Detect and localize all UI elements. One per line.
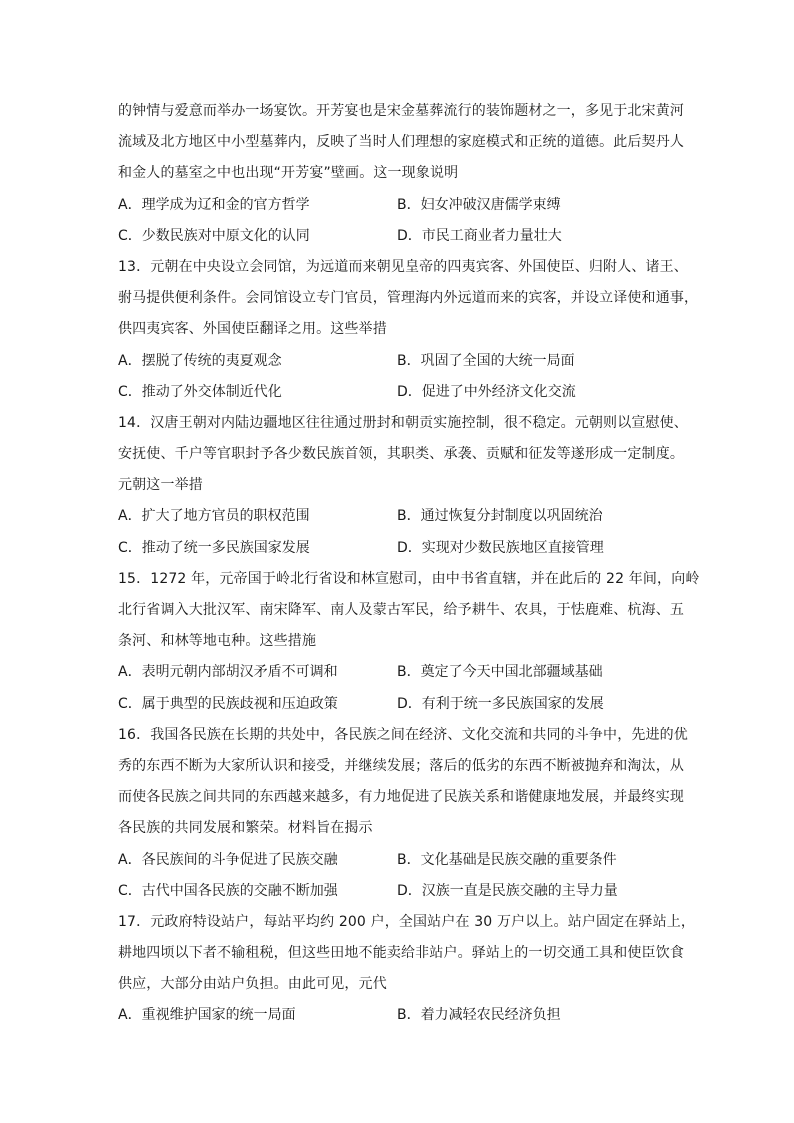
option-b[interactable]: B．奠定了今天中国北部疆域基础 xyxy=(397,664,603,681)
question-15 xyxy=(118,564,700,720)
question-text: 耕地四顷以下者不输租税，但这些田地不能卖给非站户。驿站上的一切交通工具和使臣饮食 xyxy=(118,945,684,962)
option-row xyxy=(118,346,678,377)
question-text: 供应，大部分由站户负担。由此可见，元代 xyxy=(118,976,387,993)
question-text: 而使各民族之间共同的东西越来越多，有力地促进了民族关系和谐健康地发展，并最终实现 xyxy=(118,789,684,806)
option-row xyxy=(118,1000,678,1031)
question-text: 13．元朝在中央设立会同馆，为远道而来朝见皇帝的四夷宾客、外国使臣、归附人、诸王、 xyxy=(118,258,688,275)
question-text: 16．我国各民族在长期的共处中，各民族之间在经济、文化交流和共同的斗争中，先进的优 xyxy=(118,726,688,743)
question-14 xyxy=(118,408,688,564)
option-row xyxy=(118,221,678,252)
option-b[interactable]: B．着力减轻农民经济负担 xyxy=(397,1007,561,1024)
option-row xyxy=(118,876,678,907)
option-c[interactable]: C．推动了外交体制近代化 xyxy=(118,383,282,400)
question-text: 条河、和林等地屯种。这些措施 xyxy=(118,633,317,650)
option-b[interactable]: B．妇女冲破汉唐儒学束缚 xyxy=(397,196,561,213)
exam-page xyxy=(118,96,700,1032)
question-17 xyxy=(118,907,696,1032)
question-text: 和金人的墓室之中也出现“开芳宴”壁画。这一现象说明 xyxy=(118,165,459,182)
option-d[interactable]: D．市民工商业者力量壮大 xyxy=(397,227,562,244)
option-row xyxy=(118,190,678,221)
option-row xyxy=(118,845,678,876)
question-text: 14．汉唐王朝对内陆边疆地区往往通过册封和朝贡实施控制，很不稳定。元朝则以宣慰使、 xyxy=(118,414,688,431)
question-intro xyxy=(118,96,684,252)
option-d[interactable]: D．促进了中外经济文化交流 xyxy=(397,383,576,400)
question-text: 15．1272 年，元帝国于岭北行省设和林宣慰司，由中书省直辖，并在此后的 22 年间，向岭 xyxy=(118,570,700,587)
option-d[interactable]: D．实现对少数民族地区直接管理 xyxy=(397,539,604,556)
option-c[interactable]: C．古代中国各民族的交融不断加强 xyxy=(118,882,338,899)
option-a[interactable]: A．各民族间的斗争促进了民族交融 xyxy=(118,851,338,868)
option-row xyxy=(118,657,678,688)
question-text: 流域及北方地区中小型墓葬内，反映了当时人们理想的家庭模式和正统的道德。此后契丹人 xyxy=(118,134,684,151)
option-c[interactable]: C．属于典型的民族歧视和压迫政策 xyxy=(118,695,338,712)
option-row xyxy=(118,501,678,532)
question-text: 北行省调入大批汉军、南宋降军、南人及蒙古军民，给予耕牛、农具，于怯鹿难、杭海、五 xyxy=(118,602,684,618)
option-a[interactable]: A．表明元朝内部胡汉矛盾不可调和 xyxy=(118,664,338,681)
option-b[interactable]: B．巩固了全国的大统一局面 xyxy=(397,352,575,369)
option-a[interactable]: A．摆脱了传统的夷夏观念 xyxy=(118,352,282,369)
option-d[interactable]: D．汉族一直是民族交融的主导力量 xyxy=(397,882,618,899)
question-text: 驸马提供便利条件。会同馆设立专门官员，管理海内外远道而来的宾客，并设立译使和通事， xyxy=(118,290,699,307)
option-d[interactable]: D．有利于统一多民族国家的发展 xyxy=(397,695,604,712)
question-text: 供四夷宾客、外国使臣翻译之用。这些举措 xyxy=(118,321,387,338)
question-text: 17．元政府特设站户，每站平均约 200 户，全国站户在 30 万户以上。站户固定在驿站上， xyxy=(118,913,696,930)
option-row xyxy=(118,377,678,408)
option-a[interactable]: A．重视维护国家的统一局面 xyxy=(118,1007,296,1024)
option-c[interactable]: C．少数民族对中原文化的认同 xyxy=(118,227,310,244)
option-row xyxy=(118,689,678,720)
question-text: 安抚使、千户等官职封予各少数民族首领，其职类、承袭、贡赋和征发等遂形成一定制度。 xyxy=(118,446,684,463)
question-text: 的钟情与爱意而举办一场宴饮。开芳宴也是宋金墓葬流行的装饰题材之一，多见于北宋黄河 xyxy=(118,103,684,119)
option-a[interactable]: A．扩大了地方官员的职权范围 xyxy=(118,508,310,525)
option-b[interactable]: B．通过恢复分封制度以巩固统治 xyxy=(397,508,603,525)
option-b[interactable]: B．文化基础是民族交融的重要条件 xyxy=(397,851,617,868)
question-text: 秀的东西不断为大家所认识和接受，并继续发展；落后的低劣的东西不断被抛弃和淘汰，从 xyxy=(118,757,684,774)
question-13 xyxy=(118,252,699,408)
option-row xyxy=(118,533,678,564)
question-16 xyxy=(118,720,688,907)
option-c[interactable]: C．推动了统一多民族国家发展 xyxy=(118,539,310,556)
question-text: 元朝这一举措 xyxy=(118,477,203,494)
question-text: 各民族的共同发展和繁荣。材料旨在揭示 xyxy=(118,820,373,837)
option-a[interactable]: A．理学成为辽和金的官方哲学 xyxy=(118,196,310,213)
